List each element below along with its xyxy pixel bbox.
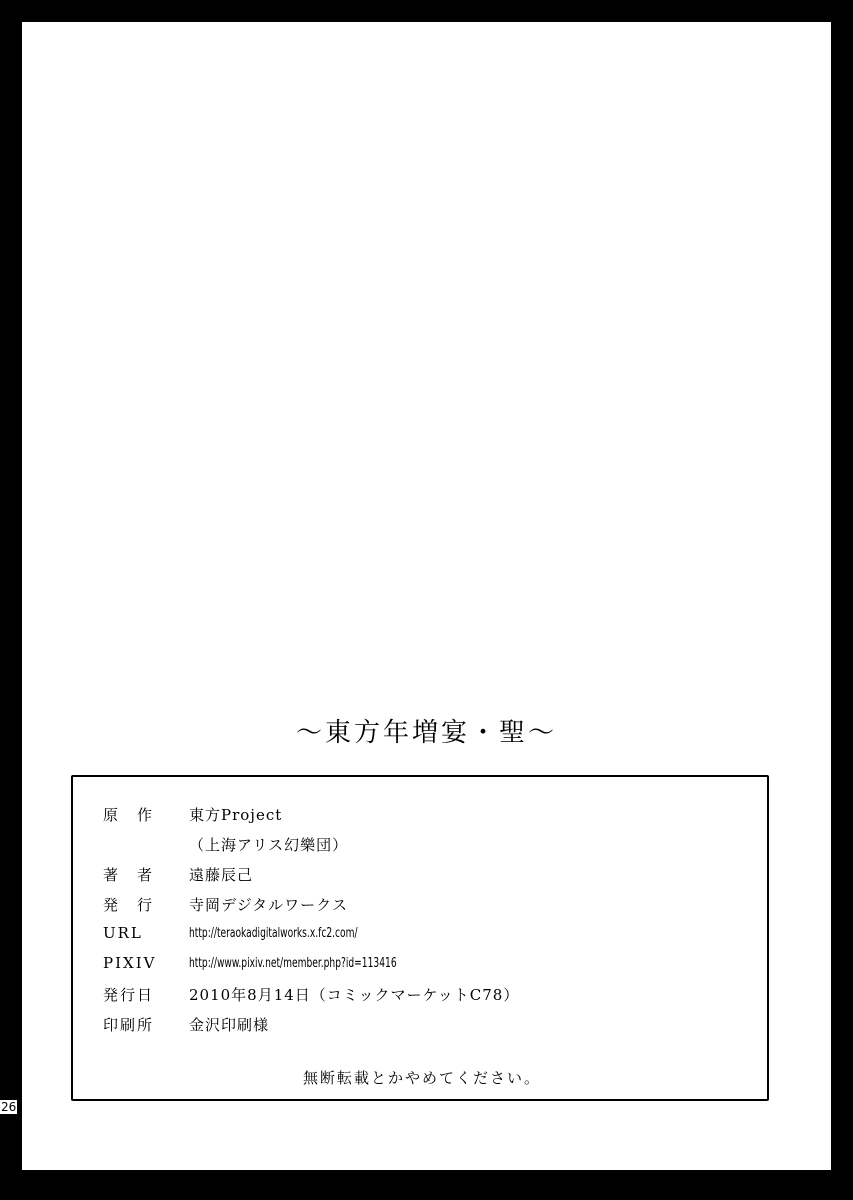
colophon-value: 寺岡デジタルワークス bbox=[189, 896, 348, 914]
colophon-label: 発行日 bbox=[103, 986, 155, 1004]
colophon-label: 印刷所 bbox=[103, 1016, 155, 1034]
colophon-value: 遠藤辰己 bbox=[189, 866, 254, 884]
page bbox=[22, 22, 831, 1170]
colophon-label: PIXIV bbox=[103, 954, 157, 972]
colophon-url-link[interactable]: http://teraokadigitalworks.x.fc2.com/ bbox=[189, 926, 358, 941]
colophon-label: URL bbox=[103, 924, 143, 942]
colophon-label: 著 者 bbox=[103, 866, 155, 884]
colophon-value: 2010年8月14日（コミックマーケットC78） bbox=[189, 986, 520, 1004]
page-number: 26 bbox=[1, 1100, 17, 1114]
book-title: 〜東方年増宴・聖〜 bbox=[295, 718, 557, 748]
colophon-label: 発 行 bbox=[103, 896, 155, 914]
colophon-pixiv-link[interactable]: http://www.pixiv.net/member.php?id=113416 bbox=[189, 956, 397, 971]
colophon-value: （上海アリス幻樂団） bbox=[189, 836, 349, 854]
colophon-box bbox=[71, 775, 769, 1101]
colophon-value: 東方Project bbox=[189, 806, 283, 824]
colophon-label: 原 作 bbox=[103, 806, 155, 824]
colophon-value: 金沢印刷様 bbox=[189, 1016, 270, 1034]
no-reprint-notice: 無断転載とかやめてください。 bbox=[302, 1069, 541, 1087]
